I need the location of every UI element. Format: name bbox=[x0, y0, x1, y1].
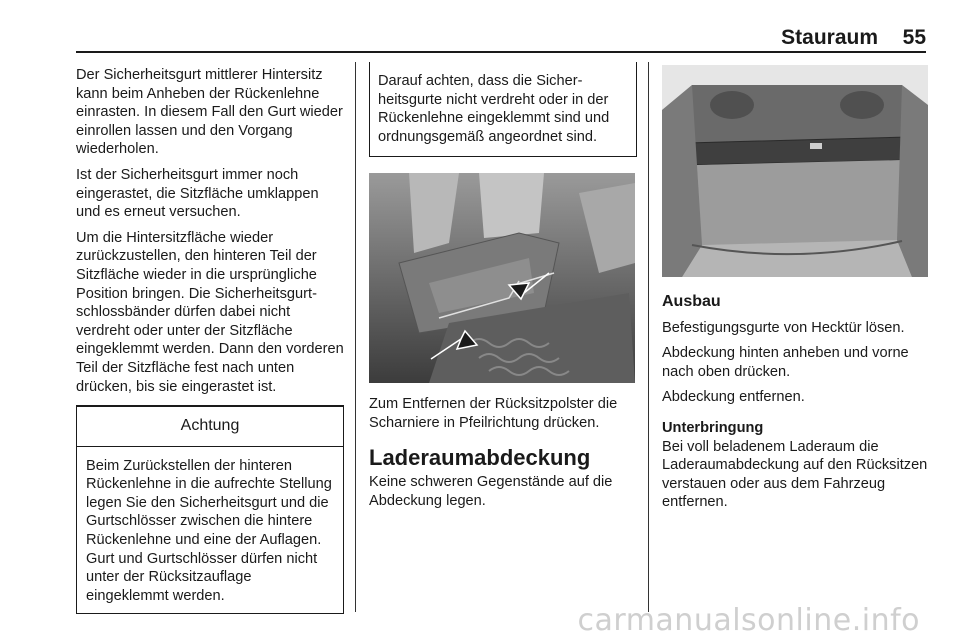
column-1 bbox=[76, 66, 344, 614]
paragraph: Keine schweren Gegenstände auf die Abdeckung legen. bbox=[369, 474, 613, 509]
header-rule bbox=[76, 51, 926, 53]
step: Abdeckung hinten anheben und vorne nach oben drücken. bbox=[662, 345, 909, 380]
rear-seat-hinge-illustration bbox=[369, 173, 635, 383]
section-heading: Laderaumabdeckung bbox=[369, 444, 591, 470]
warning-text: Beim Zurückstellen der hinteren Rückenlehne in die aufrechte Stellung legen Sie den Sicherheitsgurt und die Gurtschlösser zwischen die hintere Rückenlehne und eine der Auflagen. Gurt und Gurtschlösser dürfen nicht unter der Rücksitzauflage eingeklemmt werden. bbox=[86, 457, 332, 604]
page-number: 55 bbox=[902, 26, 926, 49]
paragraph: Um die Hintersitzfläche wieder zurückzustellen, den hinteren Teil der Sitzfläche wieder in die ursprüngliche Position bringen. Die Sicherheitsgurtschlossbänder dürfen dabei nicht verdreht oder unter der Sitzfläche eingeklemmt werden. Dann den vorderen Teil der Sitzfläche fest nach unten drücken, bis sie eingerastet ist. bbox=[76, 229, 344, 395]
page-header bbox=[76, 26, 926, 50]
column-3 bbox=[662, 66, 928, 519]
step: Befestigungsgurte von Hecktür lösen. bbox=[662, 319, 905, 336]
note-box: Darauf achten, dass die Sicherheitsgurte nicht verdreht oder in der Rückenlehne eingeklemmt sind und ordnungsgemäß angeordnet sind. bbox=[369, 62, 637, 157]
column-divider-2 bbox=[648, 62, 649, 612]
minor-heading: Unterbringung bbox=[662, 419, 764, 436]
paragraph: Der Sicherheitsgurt mittlerer Hintersitz kann beim Anheben der Rückenlehne einrasten. In diesem Fall den Gurt wieder einrollen lassen und den Vorgang wiederholen. bbox=[76, 67, 343, 158]
paragraph: Bei voll beladenem Laderaum die Laderaumabdeckung auf den Rücksitzen verstauen oder aus dem Fahrzeug entfernen. bbox=[662, 438, 928, 511]
watermark: carmanualsonline.info bbox=[577, 603, 920, 638]
warning-title: Achtung bbox=[77, 407, 343, 447]
paragraph: Ist der Sicherheitsgurt immer noch eingerastet, die Sitzfläche umklappen und es erneut versuchen. bbox=[76, 166, 319, 221]
figure-caption: Zum Entfernen der Rücksitzpolster die Scharniere in Pfeilrichtung drücken. bbox=[369, 396, 618, 431]
column-2 bbox=[369, 66, 637, 517]
luggage-cover-illustration bbox=[662, 65, 928, 277]
step: Abdeckung entfernen. bbox=[662, 389, 805, 406]
subsection-heading: Ausbau bbox=[662, 293, 721, 310]
warning-box bbox=[76, 405, 344, 614]
column-divider-1 bbox=[355, 62, 356, 612]
page-title: Stauraum bbox=[781, 26, 878, 49]
